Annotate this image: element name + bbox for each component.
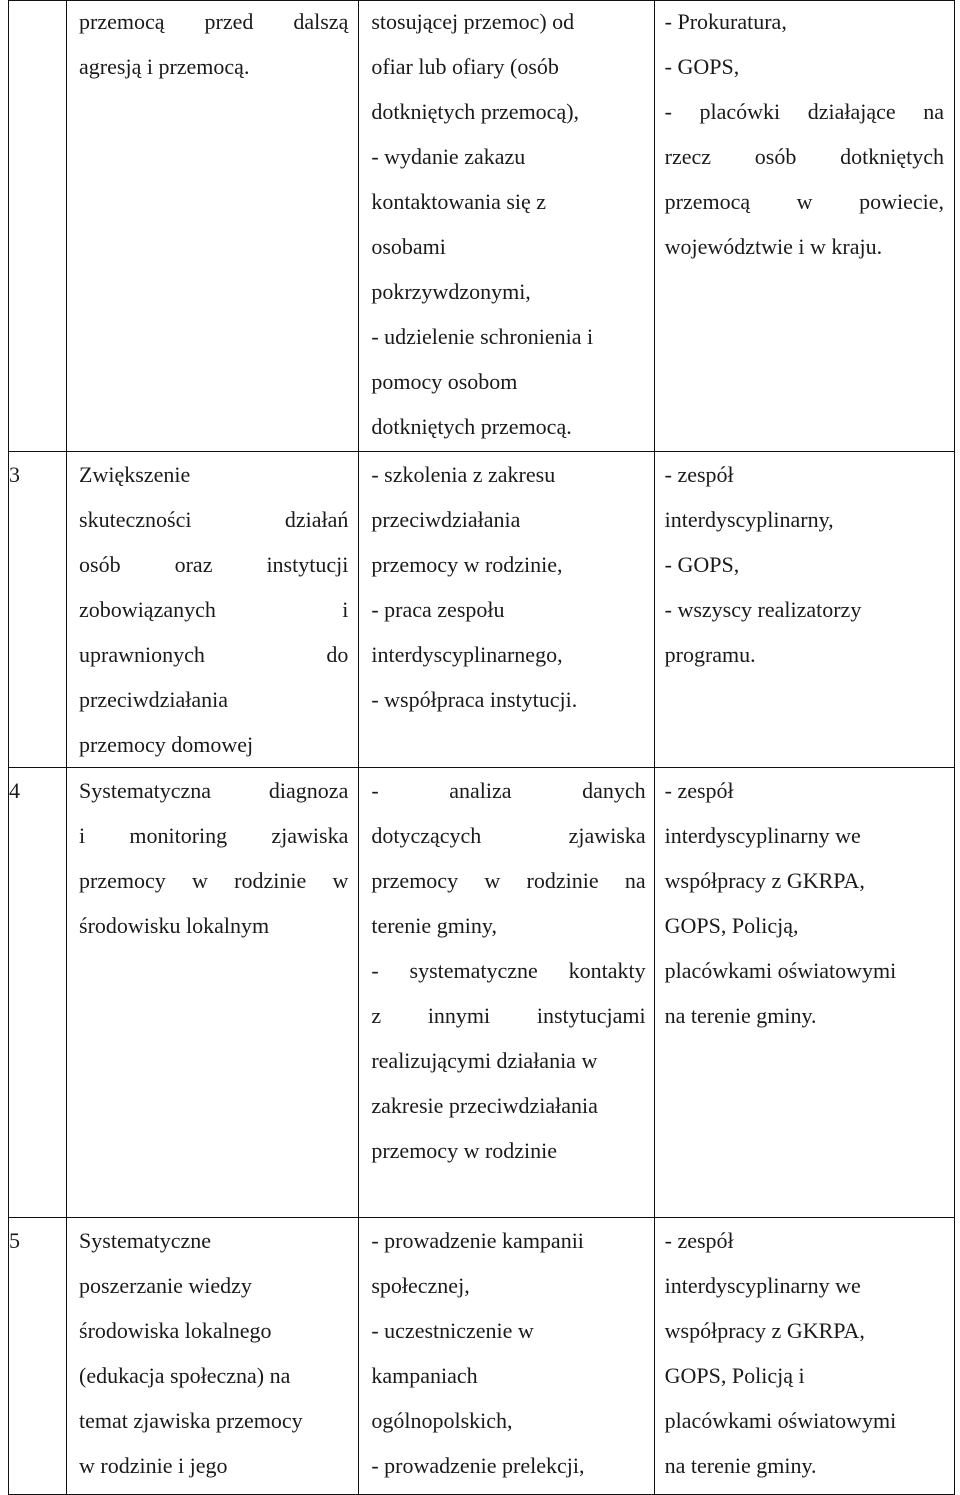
goal-line: agresją i przemocą. bbox=[79, 54, 250, 79]
table-row bbox=[9, 452, 955, 768]
tasks-cell bbox=[359, 1218, 654, 1495]
goal-line: zobowiązanych i bbox=[79, 597, 349, 622]
task-line: dotkniętych przemocą), bbox=[371, 99, 580, 124]
tasks-cell bbox=[359, 1, 654, 452]
table-row bbox=[9, 1, 955, 452]
table-row bbox=[9, 768, 955, 1218]
responsible-line: - GOPS, bbox=[664, 552, 740, 577]
responsible-line: - zespół bbox=[664, 778, 734, 803]
task-line: interdyscyplinarnego, bbox=[371, 642, 563, 667]
responsible-line: interdyscyplinarny, bbox=[664, 507, 834, 532]
row-number-cell bbox=[9, 1218, 67, 1495]
goal-line: poszerzanie wiedzy bbox=[79, 1273, 252, 1298]
task-line: - systematyczne kontakty bbox=[371, 958, 646, 983]
row-number-cell bbox=[9, 452, 67, 768]
goal-line: przemocy domowej bbox=[79, 732, 254, 757]
task-line: społecznej, bbox=[371, 1273, 470, 1298]
task-line: przeciwdziałania bbox=[371, 507, 521, 532]
task-line: realizującymi działania w bbox=[371, 1048, 598, 1073]
task-line: stosującej przemoc) od bbox=[371, 9, 575, 34]
responsible-line: - zespół bbox=[664, 462, 734, 487]
task-line: przemocy w rodzinie bbox=[371, 1138, 558, 1163]
task-line: z innymi instytucjami bbox=[371, 1003, 646, 1028]
responsible-cell bbox=[654, 1, 954, 452]
responsible-line: placówkami oświatowymi bbox=[664, 1408, 897, 1433]
task-line: - wydanie zakazu bbox=[371, 144, 526, 169]
task-line: dotyczących zjawiska bbox=[371, 823, 646, 848]
responsible-line: - Prokuratura, bbox=[664, 9, 787, 34]
goal-cell bbox=[67, 1, 359, 452]
task-line: - uczestniczenie w bbox=[371, 1318, 534, 1343]
goal-cell bbox=[67, 768, 359, 1218]
responsible-line: współpracy z GKRPA, bbox=[664, 868, 865, 893]
task-line: kontaktowania się z bbox=[371, 189, 547, 214]
row-number: 3 bbox=[9, 462, 20, 487]
responsible-line: - GOPS, bbox=[664, 54, 740, 79]
responsible-line: GOPS, Policją i bbox=[664, 1363, 805, 1388]
goal-line: uprawnionych do bbox=[79, 642, 349, 667]
responsible-line: - zespół bbox=[664, 1228, 734, 1253]
task-line: - szkolenia z zakresu bbox=[371, 462, 556, 487]
responsible-line: przemocą w powiecie, bbox=[664, 189, 944, 214]
goal-line: skuteczności działań bbox=[79, 507, 349, 532]
task-line: przemocy w rodzinie, bbox=[371, 552, 563, 577]
goal-line: środowisku lokalnym bbox=[79, 913, 270, 938]
responsible-line: - placówki działające na bbox=[664, 99, 944, 124]
program-table bbox=[8, 0, 955, 1495]
goal-line: Systematyczna diagnoza bbox=[79, 778, 349, 803]
goal-line: w rodzinie i jego bbox=[79, 1453, 228, 1478]
goal-line: środowiska lokalnego bbox=[79, 1318, 272, 1343]
row-number: 4 bbox=[9, 778, 20, 803]
goal-line: Zwiększenie bbox=[79, 462, 191, 487]
task-line: zakresie przeciwdziałania bbox=[371, 1093, 598, 1118]
responsible-line: współpracy z GKRPA, bbox=[664, 1318, 865, 1343]
task-line: - udzielenie schronienia i bbox=[371, 324, 594, 349]
tasks-cell bbox=[359, 768, 654, 1218]
goal-line: Systematyczne bbox=[79, 1228, 212, 1253]
row-number-cell bbox=[9, 768, 67, 1218]
task-line: kampaniach bbox=[371, 1363, 478, 1388]
task-line: - prowadzenie kampanii bbox=[371, 1228, 584, 1253]
goal-cell bbox=[67, 452, 359, 768]
goal-line: (edukacja społeczna) na bbox=[79, 1363, 291, 1388]
goal-cell bbox=[67, 1218, 359, 1495]
responsible-line: na terenie gminy. bbox=[664, 1453, 817, 1478]
tasks-cell bbox=[359, 452, 654, 768]
task-line: ogólnopolskich, bbox=[371, 1408, 513, 1433]
responsible-line: województwie i w kraju. bbox=[664, 234, 883, 259]
row-number-cell bbox=[9, 1, 67, 452]
goal-line: przemocy w rodzinie w bbox=[79, 868, 349, 893]
goal-line: osób oraz instytucji bbox=[79, 552, 349, 577]
responsible-line: programu. bbox=[664, 642, 756, 667]
responsible-line: GOPS, Policją, bbox=[664, 913, 799, 938]
responsible-line: interdyscyplinarny we bbox=[664, 1273, 861, 1298]
responsible-cell bbox=[654, 1218, 954, 1495]
task-line: pokrzywdzonymi, bbox=[371, 279, 531, 304]
task-line: przemocy w rodzinie na bbox=[371, 868, 646, 893]
responsible-line: interdyscyplinarny we bbox=[664, 823, 861, 848]
task-line: - prowadzenie prelekcji, bbox=[371, 1453, 585, 1478]
row-number: 5 bbox=[9, 1228, 20, 1253]
responsible-cell bbox=[654, 452, 954, 768]
goal-line: przeciwdziałania bbox=[79, 687, 229, 712]
goal-line: temat zjawiska przemocy bbox=[79, 1408, 303, 1433]
task-line: pomocy osobom bbox=[371, 369, 518, 394]
task-line: - współpraca instytucji. bbox=[371, 687, 578, 712]
task-line: - praca zespołu bbox=[371, 597, 505, 622]
task-line: ofiar lub ofiary (osób bbox=[371, 54, 559, 79]
table-row bbox=[9, 1218, 955, 1495]
goal-line: i monitoring zjawiska bbox=[79, 823, 349, 848]
task-line: dotkniętych przemocą. bbox=[371, 414, 572, 439]
task-line: - analiza danych bbox=[371, 778, 646, 803]
task-line: terenie gminy, bbox=[371, 913, 497, 938]
responsible-line: - wszyscy realizatorzy bbox=[664, 597, 862, 622]
responsible-line: rzecz osób dotkniętych bbox=[664, 144, 944, 169]
goal-line: przemocą przed dalszą bbox=[79, 9, 349, 34]
responsible-line: placówkami oświatowymi bbox=[664, 958, 897, 983]
responsible-line: na terenie gminy. bbox=[664, 1003, 817, 1028]
task-line: osobami bbox=[371, 234, 446, 259]
responsible-cell bbox=[654, 768, 954, 1218]
